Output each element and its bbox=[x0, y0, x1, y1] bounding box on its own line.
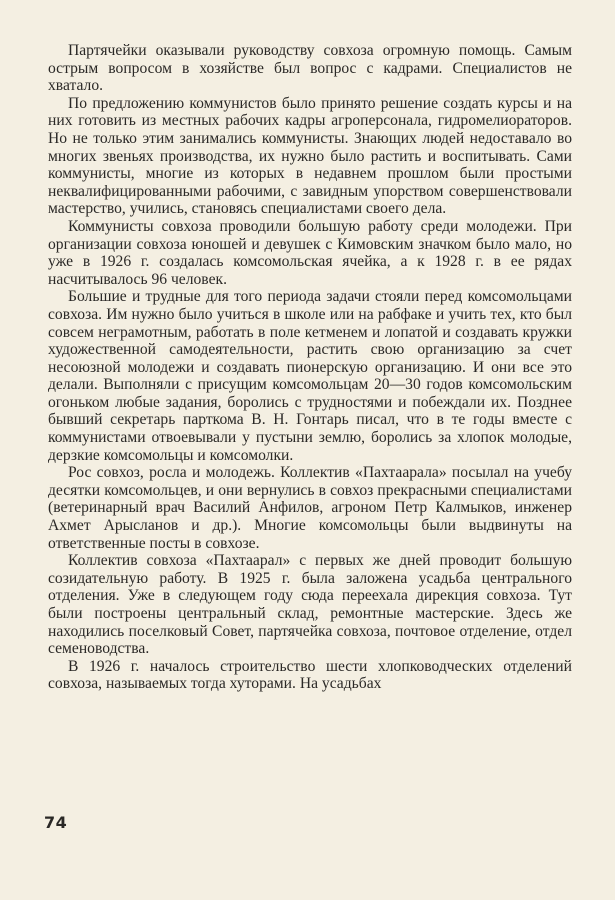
page-number: 74 bbox=[44, 813, 68, 832]
body-text bbox=[48, 42, 572, 693]
paragraph-3: Коммунисты совхоза проводили большую работу среди молодежи. При организации совхоза юношей и девушек с Кимовским значком было мало, но уже в 1926 г. создалась комсомольская ячейка, а к 1928 г. в ее рядах насчитывалось 96 человек. bbox=[48, 217, 572, 288]
paragraph-2: По предложению коммунистов было принято решение создать курсы и на них готовить из местных рабочих кадры агроперсонала, гидромелиораторов. Но не только этим занимались коммунисты. Знающих людей недоставало во многих звеньях производства, их нужно было растить и воспитывать. Сами коммунисты, многие из которых в недавнем прошлом были простыми неквалифицированными рабочими, с завидным упорством совершенствовали мастерство, учились, становясь специалистами своего дела. bbox=[48, 94, 572, 218]
paragraph-4: Большие и трудные для того периода задачи стояли перед комсомольцами совхоза. Им нужно было учиться в школе или на рабфаке и учить тех, кто был совсем неграмотным, работать в поле кетменем и лопатой и создавать кружки художественной самодеятельности, растить свою организацию за счет несоюзной молодежи и создавать пионерскую организацию. И они все это делали. Выполняли с присущим комсомольцам 20—30 годов комсомольским огоньком любые задания, боролись с трудностями и побеждали их. Позднее бывший секретарь парткома В. Н. Гонтарь писал, что в те годы вместе с коммунистами отвоевывали у пустыни землю, боролись за хлопок молодые, дерзкие комсомольцы и комсомолки. bbox=[48, 288, 572, 464]
paragraph-7: В 1926 г. началось строительство шести хлопководческих отделений совхоза, называемых тогда хуторами. На усадьбах bbox=[48, 657, 572, 693]
paragraph-6: Коллектив совхоза «Пахтаарал» с первых же дней проводит большую созидательную работу. В 1925 г. была заложена усадьба центрального отделения. Уже в следующем году сюда переехала дирекция совхоза. Тут были построены центральный склад, ремонтные мастерские. Здесь же находились поселковый Совет, партячейка совхоза, почтовое отделение, отдел семеноводства. bbox=[48, 552, 572, 658]
paragraph-1: Партячейки оказывали руководству совхоза огромную помощь. Самым острым вопросом в хозяйстве был вопрос с кадрами. Специалистов не хватало. bbox=[48, 42, 572, 95]
paragraph-5: Рос совхоз, росла и молодежь. Коллектив «Пахтаарала» посылал на учебу десятки комсомольцев, и они вернулись в совхоз прекрасными специалистами (ветеринарный врач Василий Анфилов, агроном Петр Калмыков, инженер Ахмет Арысланов и др.). Многие комсомольцы были выдвинуты на ответственные посты в совхозе. bbox=[48, 464, 572, 552]
